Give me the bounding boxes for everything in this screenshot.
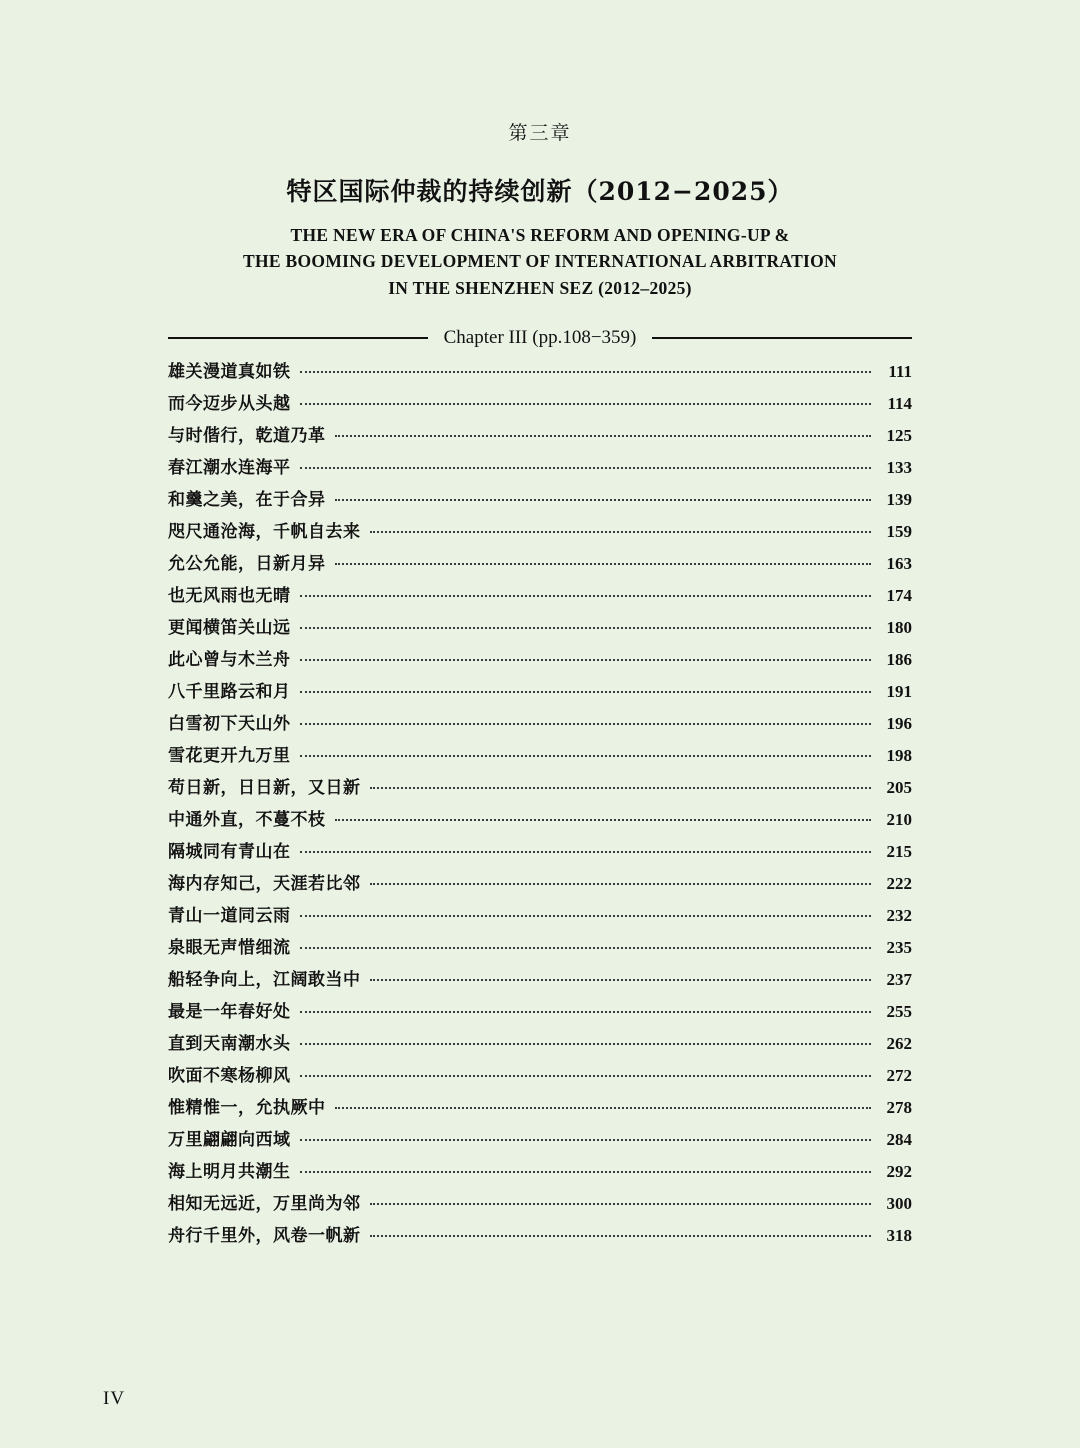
- toc-entry[interactable]: [168, 1067, 912, 1099]
- toc-entry-title: 吹面不寒杨柳风: [168, 1065, 291, 1086]
- toc-entry-page-number: 159: [886, 521, 912, 541]
- table-of-contents: [168, 363, 912, 1259]
- toc-entry-page-number: 284: [886, 1129, 912, 1149]
- chapter-title-english-line-1: THE NEW ERA OF CHINA'S REFORM AND OPENING-UP &: [290, 225, 790, 245]
- toc-entry[interactable]: [168, 427, 912, 459]
- toc-entry[interactable]: [168, 971, 912, 1003]
- toc-leader-dots: [300, 946, 872, 949]
- toc-entry-page-number: 278: [886, 1097, 912, 1117]
- toc-entry-title: 海上明月共潮生: [168, 1161, 291, 1182]
- toc-entry[interactable]: [168, 779, 912, 811]
- toc-leader-dots: [335, 562, 872, 565]
- toc-leader-dots: [300, 594, 872, 597]
- toc-entry[interactable]: [168, 1195, 912, 1227]
- toc-entry-title: 春江潮水连海平: [168, 457, 291, 478]
- toc-leader-dots: [300, 690, 872, 693]
- toc-entry-title: 直到天南潮水头: [168, 1033, 291, 1054]
- toc-entry[interactable]: [168, 939, 912, 971]
- toc-leader-dots: [300, 658, 872, 661]
- toc-entry-page-number: 196: [886, 713, 912, 733]
- toc-entry-title: 也无风雨也无晴: [168, 585, 291, 606]
- toc-leader-dots: [300, 370, 872, 373]
- toc-leader-dots: [370, 1202, 872, 1205]
- toc-entry-title: 中通外直，不蔓不枝: [168, 809, 326, 830]
- toc-entry-page-number: 191: [886, 681, 912, 701]
- toc-entry-page-number: 255: [886, 1001, 912, 1021]
- toc-leader-dots: [335, 818, 872, 821]
- toc-leader-dots: [370, 1234, 872, 1237]
- toc-entry-title: 隔城同有青山在: [168, 841, 291, 862]
- toc-entry-title: 和羹之美，在于合异: [168, 489, 326, 510]
- toc-entry[interactable]: [168, 747, 912, 779]
- toc-entry-title: 白雪初下天山外: [168, 713, 291, 734]
- toc-entry[interactable]: [168, 395, 912, 427]
- toc-entry-title: 相知无远近，万里尚为邻: [168, 1193, 361, 1214]
- toc-entry-title: 船轻争向上，江阔敢当中: [168, 969, 361, 990]
- toc-entry[interactable]: [168, 587, 912, 619]
- toc-entry-title: 更闻横笛关山远: [168, 617, 291, 638]
- toc-entry-page-number: 300: [886, 1193, 912, 1213]
- toc-entry[interactable]: [168, 1099, 912, 1131]
- toc-leader-dots: [300, 1042, 872, 1045]
- toc-entry[interactable]: [168, 459, 912, 491]
- toc-entry[interactable]: [168, 843, 912, 875]
- toc-entry[interactable]: [168, 811, 912, 843]
- toc-leader-dots: [335, 1106, 872, 1109]
- chapter-page-range-label: Chapter III (pp.108−359): [443, 326, 637, 348]
- toc-entry-page-number: 111: [888, 361, 912, 381]
- toc-entry[interactable]: [168, 683, 912, 715]
- toc-leader-dots: [300, 466, 872, 469]
- toc-leader-dots: [335, 434, 872, 437]
- toc-leader-dots: [370, 786, 872, 789]
- toc-entry-page-number: 215: [886, 841, 912, 861]
- toc-entry-page-number: 133: [886, 457, 912, 477]
- rule-line-left: [168, 337, 428, 339]
- toc-entry-page-number: 139: [886, 489, 912, 509]
- toc-entry[interactable]: [168, 907, 912, 939]
- toc-leader-dots: [300, 1010, 872, 1013]
- toc-entry-page-number: 210: [886, 809, 912, 829]
- toc-entry-page-number: 125: [886, 425, 912, 445]
- toc-entry[interactable]: [168, 1035, 912, 1067]
- rule-line-right: [652, 337, 912, 339]
- toc-leader-dots: [300, 402, 872, 405]
- toc-leader-dots: [300, 722, 872, 725]
- toc-entry-title: 最是一年春好处: [168, 1001, 291, 1022]
- toc-entry[interactable]: [168, 651, 912, 683]
- chapter-title-english-line-3: IN THE SHENZHEN SEZ (2012–2025): [388, 277, 692, 298]
- toc-entry-page-number: 186: [886, 649, 912, 669]
- toc-entry-title: 与时偕行，乾道乃革: [168, 425, 326, 446]
- chapter-title-chinese: 特区国际仲裁的持续创新（2012−2025）: [286, 177, 794, 206]
- toc-entry-title: 此心曾与木兰舟: [168, 649, 291, 670]
- toc-entry[interactable]: [168, 523, 912, 555]
- chapter-rule: [168, 327, 912, 349]
- toc-entry-page-number: 262: [886, 1033, 912, 1053]
- toc-entry-page-number: 292: [886, 1161, 912, 1181]
- toc-entry[interactable]: [168, 1131, 912, 1163]
- toc-leader-dots: [370, 978, 872, 981]
- toc-entry[interactable]: [168, 1003, 912, 1035]
- toc-leader-dots: [300, 754, 872, 757]
- chapter-title-english: [0, 222, 1080, 301]
- toc-entry-title: 舟行千里外，风卷一帆新: [168, 1225, 361, 1246]
- toc-entry-title: 万里翩翩向西域: [168, 1129, 291, 1150]
- toc-leader-dots: [300, 850, 872, 853]
- toc-entry-title: 雄关漫道真如铁: [168, 361, 291, 382]
- toc-entry-title: 海内存知己，天涯若比邻: [168, 873, 361, 894]
- toc-entry[interactable]: [168, 491, 912, 523]
- toc-leader-dots: [300, 1138, 872, 1141]
- toc-entry-page-number: 174: [886, 585, 912, 605]
- toc-entry[interactable]: [168, 875, 912, 907]
- toc-entry[interactable]: [168, 715, 912, 747]
- toc-entry[interactable]: [168, 1163, 912, 1195]
- toc-entry-page-number: 222: [886, 873, 912, 893]
- toc-entry-page-number: 237: [886, 969, 912, 989]
- toc-entry-title: 青山一道同云雨: [168, 905, 291, 926]
- toc-entry[interactable]: [168, 1227, 912, 1259]
- chapter-header: [0, 0, 1080, 301]
- toc-entry-title: 泉眼无声惜细流: [168, 937, 291, 958]
- toc-entry-title: 八千里路云和月: [168, 681, 291, 702]
- toc-entry-title: 而今迈步从头越: [168, 393, 291, 414]
- toc-entry-page-number: 235: [886, 937, 912, 957]
- page-folio: IV: [103, 1388, 126, 1409]
- toc-leader-dots: [300, 626, 872, 629]
- toc-entry-title: 雪花更开九万里: [168, 745, 291, 766]
- toc-leader-dots: [300, 1074, 872, 1077]
- toc-entry-page-number: 205: [886, 777, 912, 797]
- toc-leader-dots: [300, 1170, 872, 1173]
- toc-entry[interactable]: [168, 619, 912, 651]
- toc-entry-title: 允公允能，日新月异: [168, 553, 326, 574]
- toc-entry-page-number: 232: [886, 905, 912, 925]
- toc-entry-page-number: 198: [886, 745, 912, 765]
- toc-leader-dots: [335, 498, 872, 501]
- toc-entry-page-number: 114: [887, 393, 912, 413]
- toc-leader-dots: [300, 914, 872, 917]
- chapter-title-english-line-2: THE BOOMING DEVELOPMENT OF INTERNATIONAL ARBITRATION: [243, 251, 837, 272]
- toc-entry-page-number: 180: [886, 617, 912, 637]
- toc-entry-title: 苟日新，日日新，又日新: [168, 777, 361, 798]
- toc-leader-dots: [370, 882, 872, 885]
- toc-leader-dots: [370, 530, 872, 533]
- toc-entry-page-number: 272: [886, 1065, 912, 1085]
- toc-entry-title: 咫尺通沧海，千帆自去来: [168, 521, 361, 542]
- toc-entry[interactable]: [168, 363, 912, 395]
- toc-entry[interactable]: [168, 555, 912, 587]
- toc-entry-title: 惟精惟一，允执厥中: [168, 1097, 326, 1118]
- toc-entry-page-number: 318: [886, 1225, 912, 1245]
- toc-entry-page-number: 163: [886, 553, 912, 573]
- chapter-label: 第三章: [508, 122, 572, 144]
